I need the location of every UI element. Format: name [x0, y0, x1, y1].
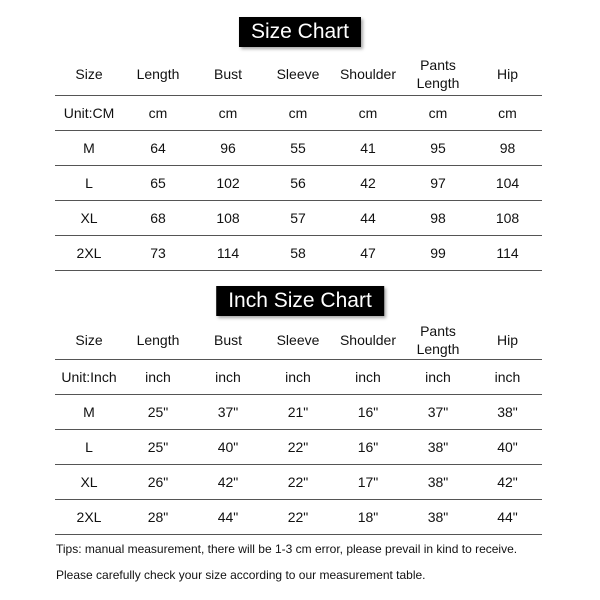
table-cell: 104 — [473, 166, 542, 201]
header-shoulder: Shoulder — [333, 53, 403, 96]
table-cell: 25" — [123, 430, 193, 465]
table-cell: 65 — [123, 166, 193, 201]
table-cell: L — [55, 430, 123, 465]
table-cell: cm — [263, 96, 333, 131]
table-row — [55, 395, 542, 430]
table-cell: 68 — [123, 201, 193, 236]
table-cell: 26" — [123, 465, 193, 500]
table-cell: 38" — [403, 465, 473, 500]
header-length: Length — [123, 53, 193, 96]
table-cell: inch — [123, 360, 193, 395]
table-cell: 38" — [403, 500, 473, 535]
inch-size-table — [55, 320, 542, 535]
table-row — [55, 166, 542, 201]
header-hip: Hip — [473, 320, 542, 360]
header-sleeve: Sleeve — [263, 320, 333, 360]
table-cell: 55 — [263, 131, 333, 166]
table-cell: M — [55, 131, 123, 166]
table-row — [55, 96, 542, 131]
table-cell: 98 — [473, 131, 542, 166]
table-cell: 58 — [263, 236, 333, 271]
table-cell: Unit:Inch — [55, 360, 123, 395]
table-cell: 16" — [333, 430, 403, 465]
table-cell: 17" — [333, 465, 403, 500]
table-cell: inch — [193, 360, 263, 395]
table-cell: 38" — [403, 430, 473, 465]
table-cell: 18" — [333, 500, 403, 535]
table-cell: 114 — [193, 236, 263, 271]
table-cell: 102 — [193, 166, 263, 201]
table-cell: 44 — [333, 201, 403, 236]
header-size: Size — [55, 53, 123, 96]
table-cell: 114 — [473, 236, 542, 271]
table-cell: inch — [263, 360, 333, 395]
table-cell: inch — [473, 360, 542, 395]
header-hip: Hip — [473, 53, 542, 96]
table-cell: 56 — [263, 166, 333, 201]
table-row — [55, 465, 542, 500]
table-cell: 22" — [263, 500, 333, 535]
table-cell: cm — [333, 96, 403, 131]
table-cell: 97 — [403, 166, 473, 201]
inch-size-chart-title: Inch Size Chart — [216, 286, 384, 316]
table-cell: cm — [193, 96, 263, 131]
table-cell: 42 — [333, 166, 403, 201]
table-cell: 2XL — [55, 500, 123, 535]
table-cell: 22" — [263, 465, 333, 500]
cm-size-table — [55, 53, 542, 271]
table-cell: 37" — [193, 395, 263, 430]
table-row — [55, 201, 542, 236]
table-cell: 21" — [263, 395, 333, 430]
table-cell: XL — [55, 201, 123, 236]
table-cell: 99 — [403, 236, 473, 271]
table-cell: 64 — [123, 131, 193, 166]
header-bust: Bust — [193, 53, 263, 96]
header-size: Size — [55, 320, 123, 360]
header-pants-length: Pants Length — [403, 53, 473, 96]
measurement-tip: Tips: manual measurement, there will be 1-3 cm error, please prevail in kind to receive. — [56, 542, 518, 556]
table-header-row — [55, 53, 542, 96]
table-cell: 96 — [193, 131, 263, 166]
table-cell: Unit:CM — [55, 96, 123, 131]
table-cell: 57 — [263, 201, 333, 236]
table-cell: 108 — [193, 201, 263, 236]
table-cell: 42" — [193, 465, 263, 500]
table-cell: 73 — [123, 236, 193, 271]
table-cell: 95 — [403, 131, 473, 166]
table-cell: inch — [333, 360, 403, 395]
table-row — [55, 236, 542, 271]
table-row — [55, 131, 542, 166]
table-cell: 40" — [473, 430, 542, 465]
header-sleeve: Sleeve — [263, 53, 333, 96]
table-cell: inch — [403, 360, 473, 395]
table-cell: 44" — [193, 500, 263, 535]
header-shoulder: Shoulder — [333, 320, 403, 360]
table-cell: 42" — [473, 465, 542, 500]
table-cell: M — [55, 395, 123, 430]
size-chart-title: Size Chart — [239, 17, 361, 47]
table-header-row — [55, 320, 542, 360]
table-row — [55, 500, 542, 535]
table-cell: 25" — [123, 395, 193, 430]
table-cell: 37" — [403, 395, 473, 430]
table-cell: 108 — [473, 201, 542, 236]
table-cell: XL — [55, 465, 123, 500]
table-cell: 16" — [333, 395, 403, 430]
table-cell: L — [55, 166, 123, 201]
table-cell: 38" — [473, 395, 542, 430]
header-length: Length — [123, 320, 193, 360]
table-cell: 98 — [403, 201, 473, 236]
header-bust: Bust — [193, 320, 263, 360]
table-cell: cm — [473, 96, 542, 131]
table-cell: 22" — [263, 430, 333, 465]
table-cell: 40" — [193, 430, 263, 465]
table-cell: cm — [123, 96, 193, 131]
size-check-note: Please carefully check your size according to our measurement table. — [56, 568, 426, 582]
table-row — [55, 360, 542, 395]
table-cell: 28" — [123, 500, 193, 535]
table-cell: 2XL — [55, 236, 123, 271]
header-pants-length: Pants Length — [403, 320, 473, 360]
table-cell: 47 — [333, 236, 403, 271]
table-cell: 41 — [333, 131, 403, 166]
table-cell: 44" — [473, 500, 542, 535]
table-row — [55, 430, 542, 465]
table-cell: cm — [403, 96, 473, 131]
